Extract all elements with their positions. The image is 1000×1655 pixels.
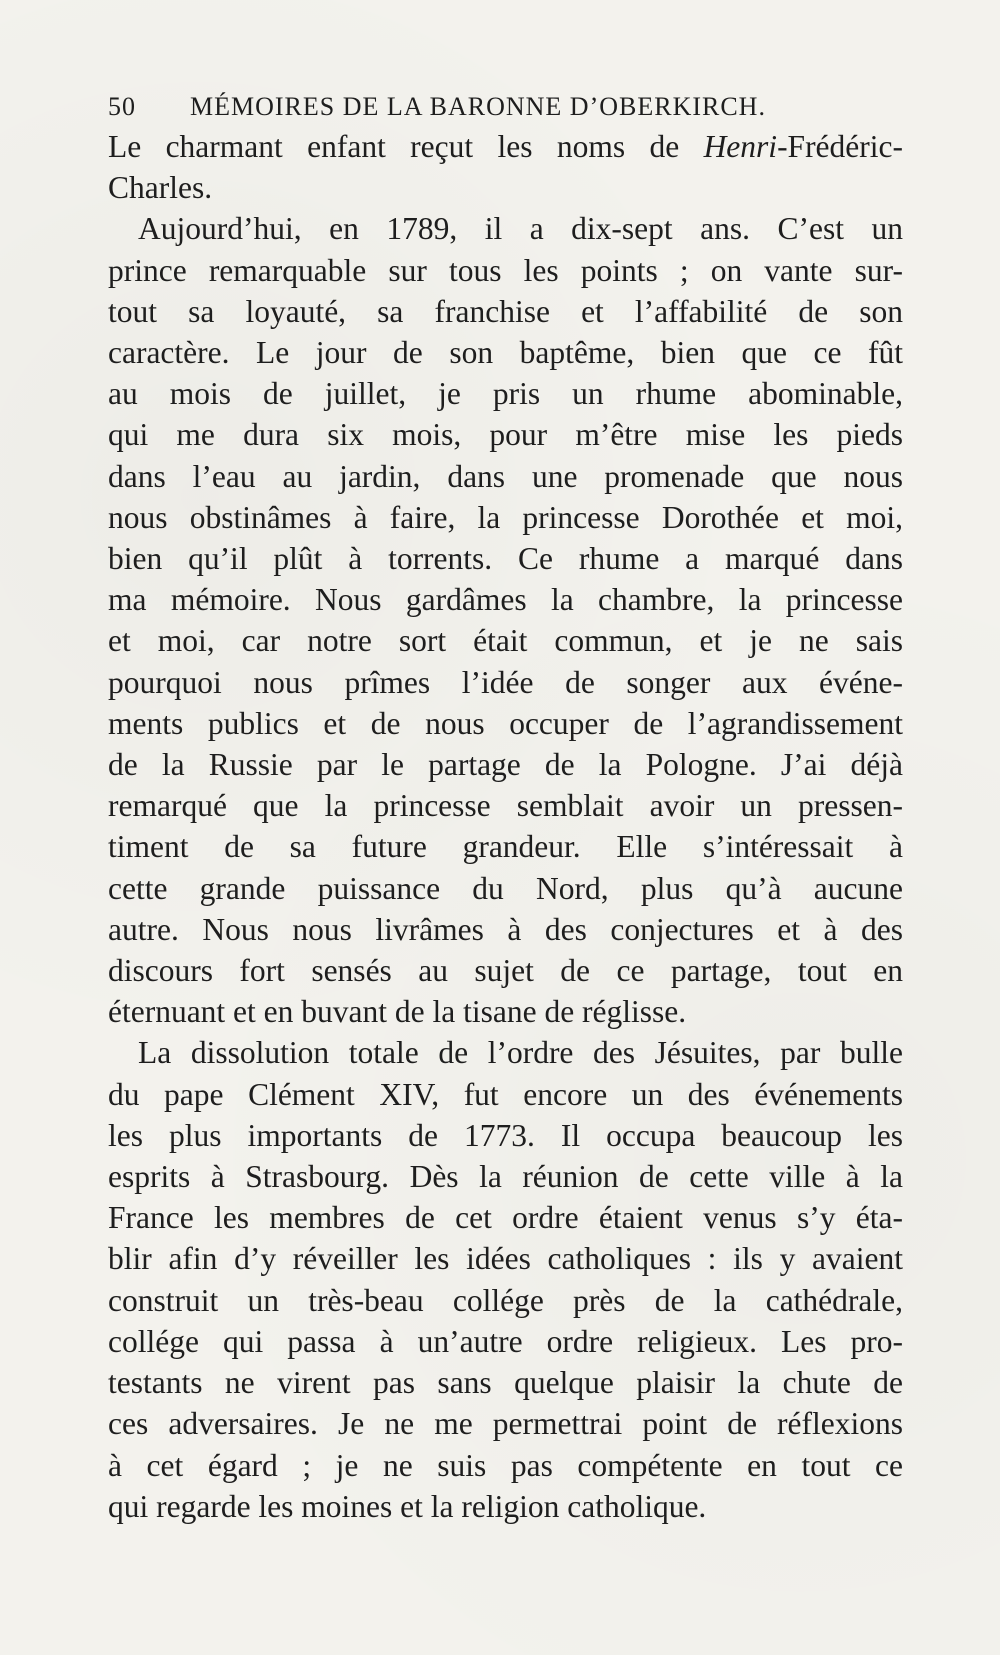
text-line: cette grande puissance du Nord, plus qu’à aucune (108, 870, 903, 906)
text-line: qui regarde les moines et la religion catholique. (108, 1488, 707, 1524)
text-line: testants ne virent pas sans quelque plaisir la chute de (108, 1365, 903, 1401)
text-line: esprits à Strasbourg. Dès la réunion de cette ville à la (108, 1159, 903, 1195)
text-line: dans l’eau au jardin, dans une promenade que nous (108, 458, 903, 494)
text-line: construit un très-beau collége près de la cathédrale, (108, 1282, 903, 1318)
text-line: Charles. (108, 170, 213, 206)
text-line: timent de sa future grandeur. Elle s’intéressait à (108, 829, 903, 865)
text-line: du pape Clément XIV, fut encore un des événements (108, 1076, 903, 1112)
text-line: La dissolution totale de l’ordre des Jésuites, par bulle (138, 1035, 903, 1071)
text-line: ces adversaires. Je ne me permettrai point de réflexions (108, 1406, 903, 1442)
running-head (108, 88, 903, 126)
text-line: qui me dura six mois, pour m’être mise les pieds (108, 417, 903, 453)
text-line: pourquoi nous prîmes l’idée de songer aux événe- (108, 664, 903, 700)
text-line: blir afin d’y réveiller les idées catholiques : ils y avaient (108, 1241, 903, 1277)
running-title: MÉMOIRES DE LA BARONNE D’OBERKIRCH. (190, 92, 766, 121)
text-line: discours fort sensés au sujet de ce partage, tout en (108, 953, 903, 989)
text-line: les plus importants de 1773. Il occupa beaucoup les (108, 1117, 903, 1153)
text-line: Aujourd’hui, en 1789, il a dix-sept ans. C’est un (138, 211, 903, 247)
text-line: bien qu’il plût à torrents. Ce rhume a marqué dans (108, 541, 903, 577)
text-line: remarqué que la princesse semblait avoir un pressen- (108, 788, 903, 824)
text-line: et moi, car notre sort était commun, et je ne sais (108, 623, 903, 659)
text-line: éternuant et en buvant de la tisane de réglisse. (108, 994, 687, 1030)
text-line: ma mémoire. Nous gardâmes la chambre, la princesse (108, 582, 903, 618)
text-line: ments publics et de nous occuper de l’agrandissement (108, 705, 903, 741)
text-line: au mois de juillet, je pris un rhume abominable, (108, 376, 903, 412)
text-line: Le charmant enfant reçut les noms de Henri-Frédéric- (108, 129, 903, 164)
text-line: caractère. Le jour de son baptême, bien que ce fût (108, 335, 903, 371)
text-block (108, 88, 903, 1527)
text-line: autre. Nous nous livrâmes à des conjectures et à des (108, 911, 903, 947)
text-line: nous obstinâmes à faire, la princesse Dorothée et moi, (108, 499, 903, 535)
page-number: 50 (108, 92, 136, 121)
text-line: tout sa loyauté, sa franchise et l’affabilité de son (108, 293, 903, 329)
text-line: France les membres de cet ordre étaient venus s’y éta- (108, 1200, 903, 1236)
text-line: prince remarquable sur tous les points ; on vante sur- (108, 252, 903, 288)
text-line: à cet égard ; je ne suis pas compétente en tout ce (108, 1447, 903, 1483)
text-line: de la Russie par le partage de la Pologne. J’ai déjà (108, 747, 903, 783)
text-line: collége qui passa à un’autre ordre religieux. Les pro- (108, 1323, 903, 1359)
